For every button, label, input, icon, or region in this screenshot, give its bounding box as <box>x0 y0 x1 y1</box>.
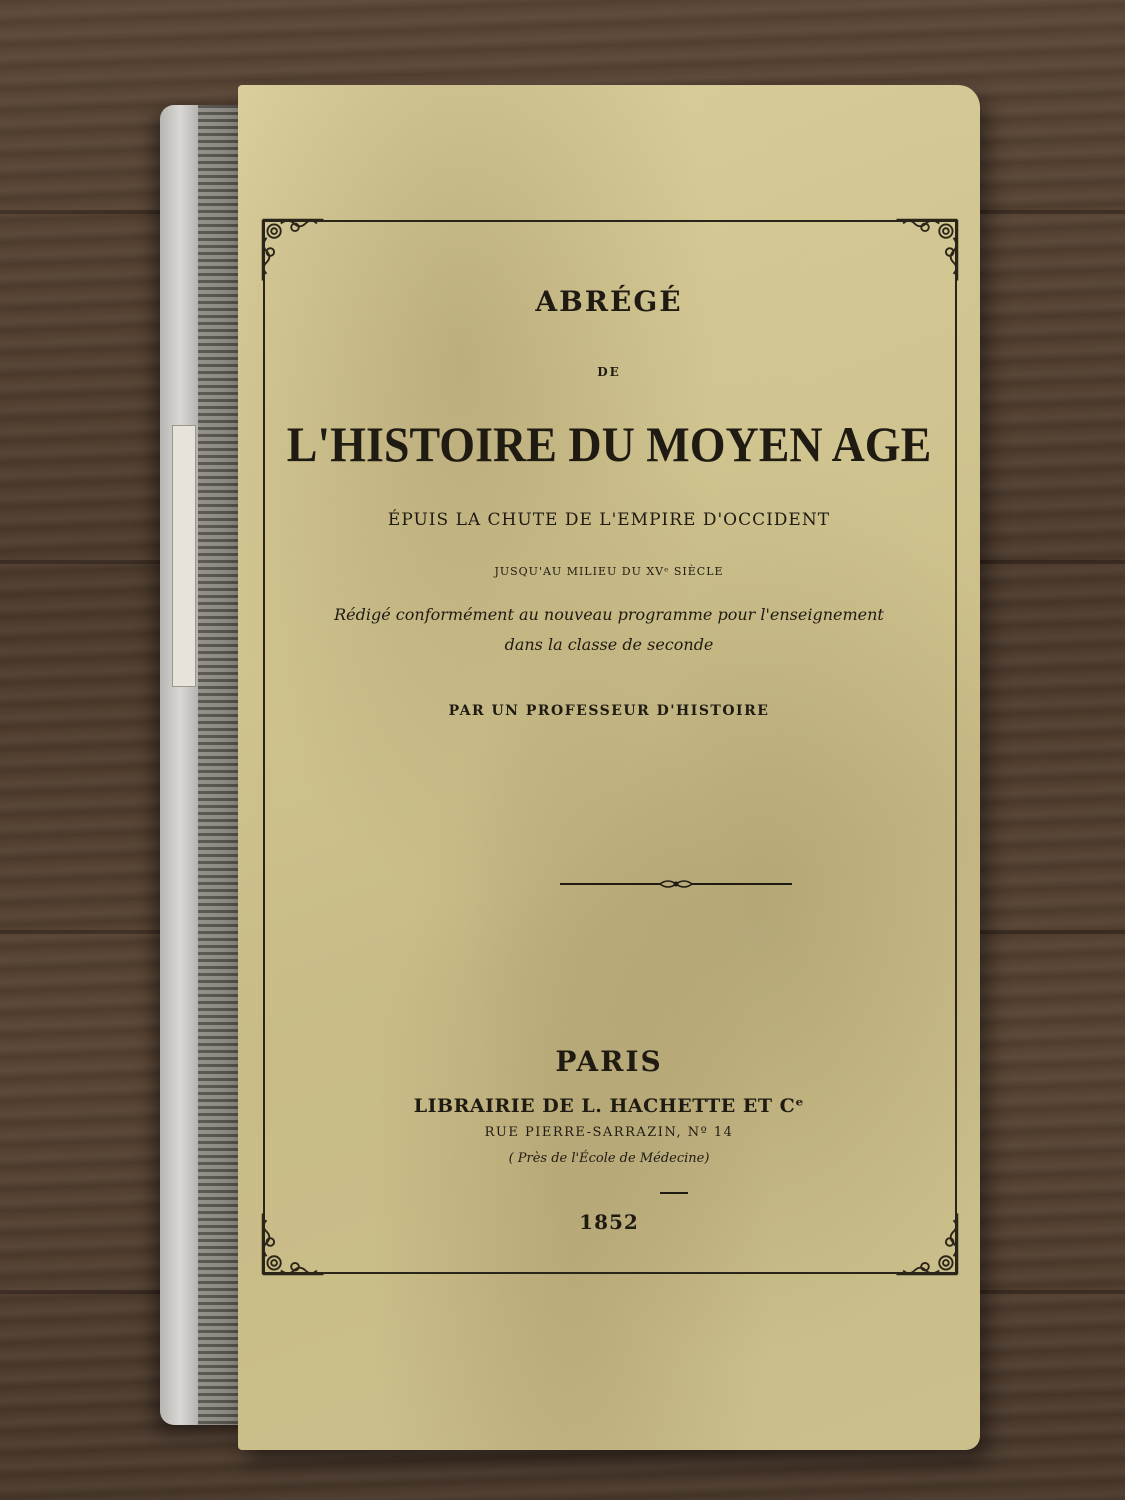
title-connector: DE <box>597 365 621 379</box>
title-top: ABRÉGÉ <box>535 285 683 318</box>
publisher-name: LIBRAIRIE DE L. HACHETTE ET Cᵉ <box>413 1095 805 1117</box>
description-line-1: Rédigé conformément au nouveau programme pour l'enseignement <box>334 605 884 624</box>
subtitle-line-1: ÉPUIS LA CHUTE DE L'EMPIRE D'OCCIDENT <box>387 510 831 530</box>
publisher-street: RUE PIERRE-SARRAZIN, Nº 14 <box>484 1125 734 1140</box>
author-line: PAR UN PROFESSEUR D'HISTOIRE <box>448 703 770 719</box>
book <box>160 85 980 1450</box>
floral-scroll-icon <box>257 214 333 290</box>
subtitle-line-2: JUSQU'AU MILIEU DU XVᵉ SIÈCLE <box>494 565 724 578</box>
year-divider <box>660 1192 688 1194</box>
main-title: L'HISTOIRE DU MOYEN AGE <box>286 416 932 472</box>
publication-year: 1852 <box>579 1210 639 1234</box>
imprint-city: PARIS <box>555 1045 663 1078</box>
rule-ornament-icon <box>560 875 792 887</box>
book-cover <box>238 85 980 1450</box>
description-line-2: dans la classe de seconde <box>504 635 714 654</box>
address-note: ( Près de l'École de Médecine) <box>508 1151 710 1166</box>
floral-scroll-icon <box>887 214 963 290</box>
spine-label <box>172 425 196 687</box>
